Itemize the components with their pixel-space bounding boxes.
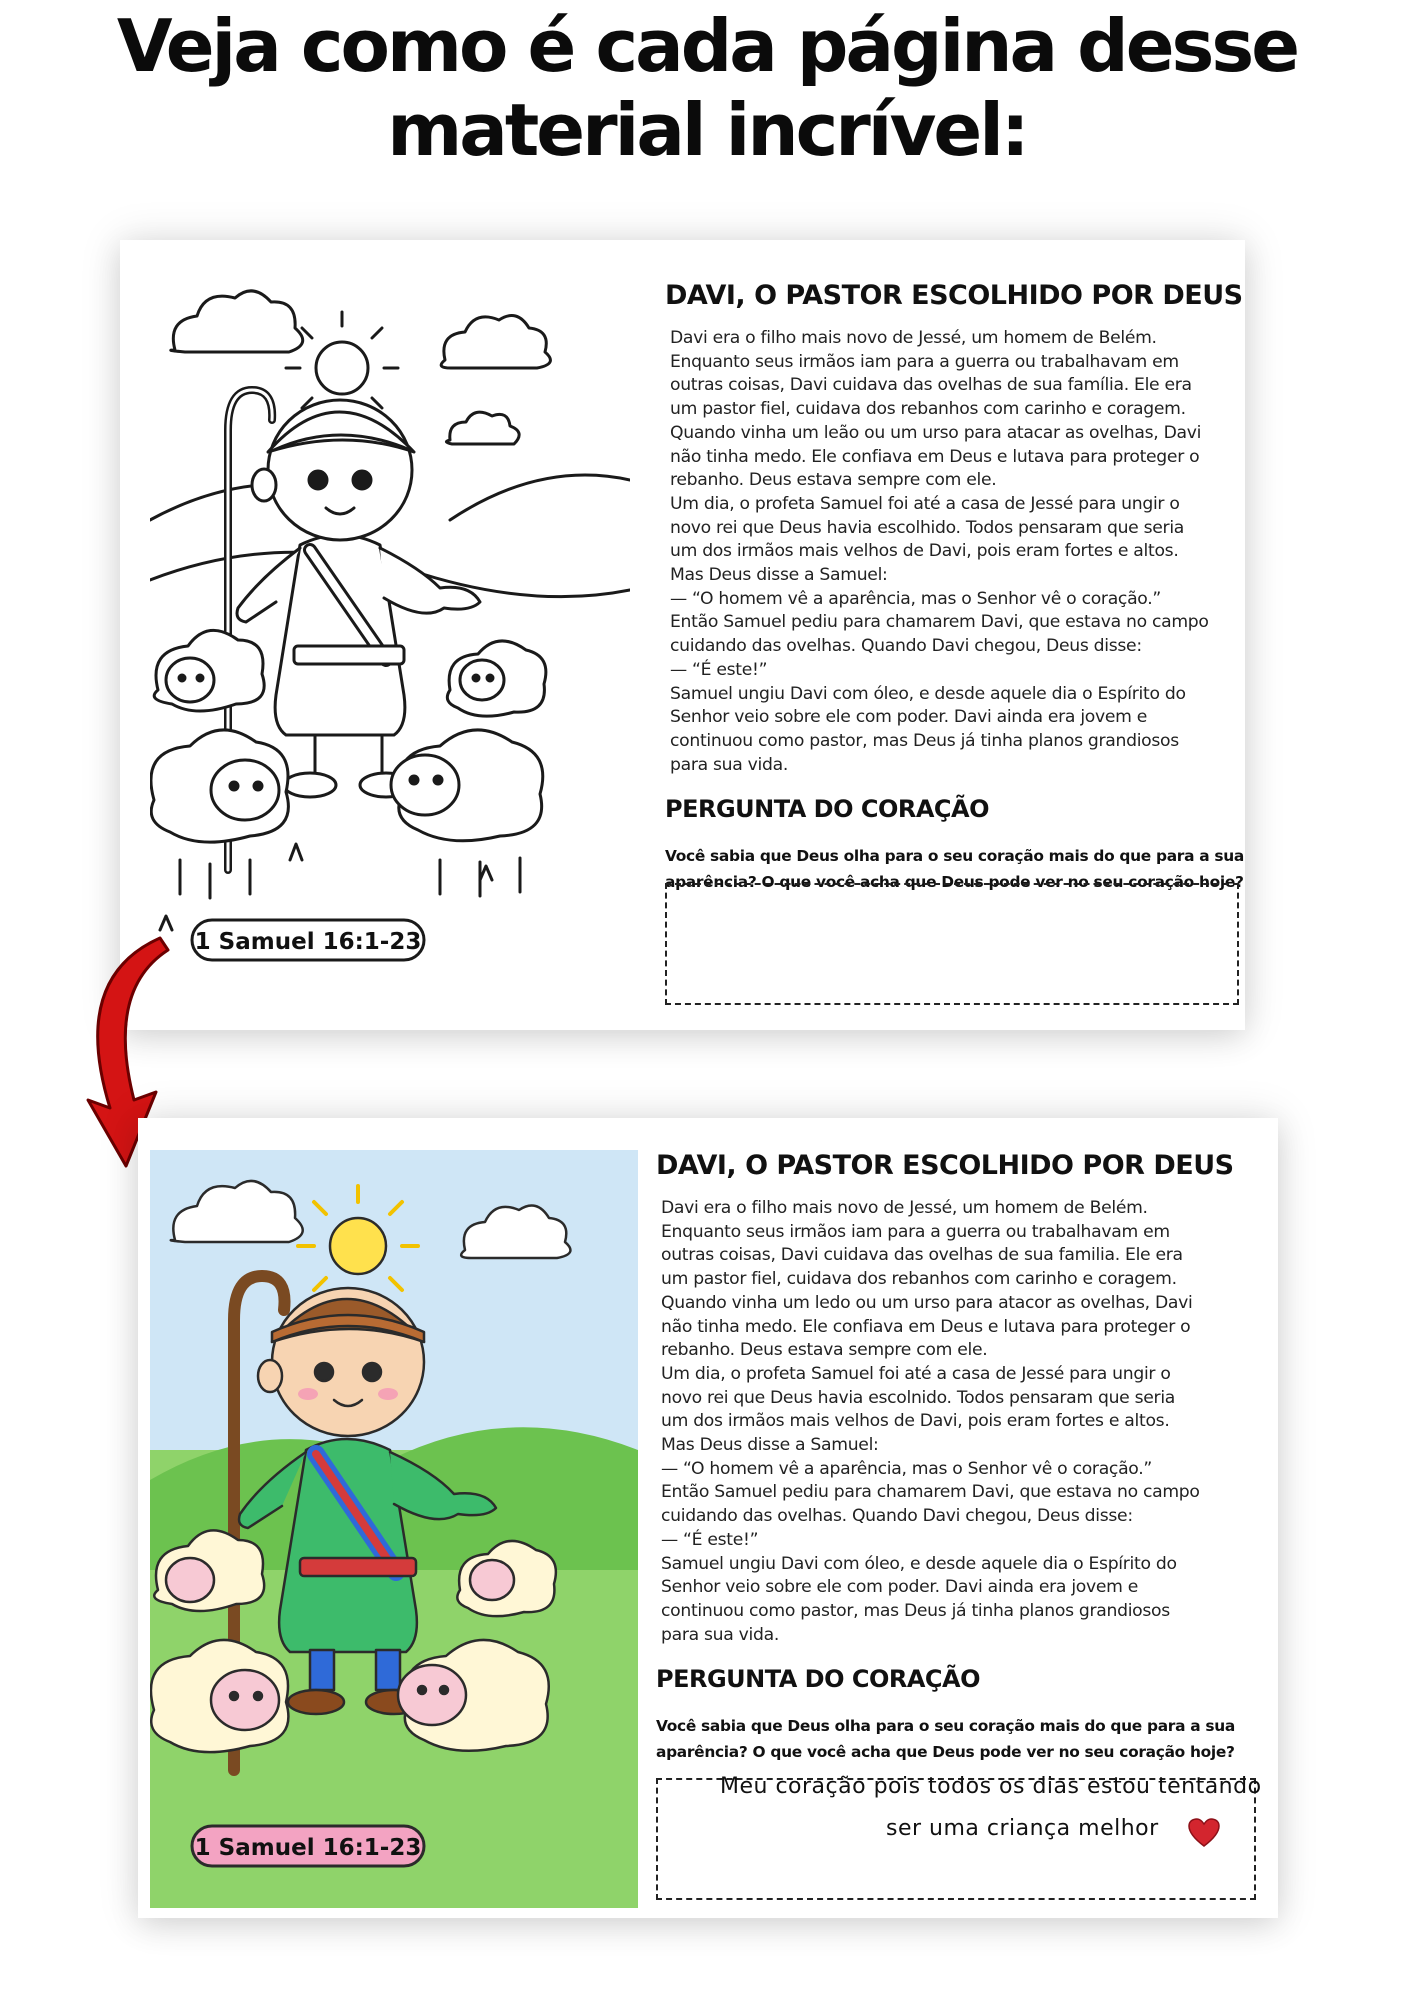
story-line: continuou como pastor, mas Deus já tinha planos grandiosos: [661, 1600, 1170, 1621]
story-line: não tinha medo. Ele confiava em Deus e lutava para proteger o: [661, 1316, 1191, 1337]
sheep-left-bottom: [151, 730, 288, 898]
story-line: — “O homem vê a aparência, mas o Senhor vê o coração.”: [661, 1458, 1152, 1479]
cloud-right: [441, 316, 550, 369]
story-line: um pastor fiel, cuidava dos rebanhos com carinho e coragem.: [670, 399, 1186, 420]
story-line: não tinha medo. Ele confiava em Deus e lutava para proteger o: [670, 446, 1200, 467]
story-line: Quando vinha um leão ou um urso para atacar as ovelhas, Davi: [670, 422, 1202, 443]
cloud-left: [171, 291, 303, 352]
question-line: Você sabia que Deus olha para o seu coração mais do que para a sua: [665, 847, 1244, 866]
story-line: Enquanto seus irmãos iam para a guerra ou trabalhavam em: [661, 1221, 1170, 1242]
story-line: Um dia, o profeta Samuel foi até a casa de Jessé para ungir o: [670, 493, 1180, 514]
story-line: outras coisas, Davi cuidava das ovelhas de sua família. Ele era: [670, 375, 1192, 396]
story-title: DAVI, O PASTOR ESCOLHIDO POR DEUS: [665, 280, 1243, 311]
story-line: Samuel ungiu Davi com óleo, e desde aquele dia o Espírito do: [670, 683, 1186, 704]
worksheet-page-colored: [138, 1118, 1278, 1918]
story-line: continuou como pastor, mas Deus já tinha planos grandiosos: [670, 730, 1179, 751]
section-title-question: PERGUNTA DO CORAÇÃO: [656, 1665, 981, 1694]
story-line: novo rei que Deus havia escolhido. Todos pensaram que seria: [670, 517, 1185, 538]
page-headline: [0, 0, 1414, 172]
story-line: Quando vinha um ledo ou um urso para atacor as ovelhas, Davi: [661, 1292, 1193, 1313]
handwritten-answer-line: Meu coração pois todos os dias estou tentando: [720, 1774, 1262, 1799]
cloud-small: [446, 412, 519, 444]
sheep-right-top: [447, 641, 546, 716]
answer-box-empty[interactable]: [665, 883, 1239, 1005]
story-line: Então Samuel pediu para chamarem Davi, que estava no campo: [670, 612, 1209, 633]
story-line: cuidando das ovelhas. Quando Davi chegou, Deus disse:: [670, 636, 1142, 657]
coloring-illustration-outline: [150, 280, 630, 1005]
story-line: outras coisas, Davi cuidava das ovelhas de sua familia. Ele era: [661, 1245, 1183, 1266]
story-line: novo rei que Deus havia escolnido. Todos pensaram que seria: [661, 1387, 1176, 1408]
story-line: Enquanto seus irmãos iam para a guerra ou trabalhavam em: [670, 351, 1179, 372]
heart-icon: [1188, 1818, 1220, 1848]
sheep-left-top: [154, 630, 264, 711]
story-line: um dos irmãos mais velhos de Davi, pois eram fortes e altos.: [661, 1411, 1170, 1432]
story-line: rebanho. Deus estava sempre com ele.: [670, 470, 997, 491]
story-line: Samuel ungiu Davi com óleo, e desde aquele dia o Espírito do: [661, 1553, 1177, 1574]
question-line: aparência? O que você acha que Deus pode ver no seu coração hoje?: [656, 1743, 1235, 1762]
question-text: [656, 1713, 1256, 1765]
story-line: para sua vida.: [661, 1624, 780, 1645]
bible-reference-colored: 1 Samuel 16:1-23: [194, 1835, 422, 1861]
headline-line-1: Veja como é cada página desse: [116, 4, 1298, 88]
story-line: para sua vida.: [670, 754, 789, 775]
text-column: [656, 1150, 1256, 1765]
headline-line-2: material incrível:: [387, 88, 1027, 172]
text-column: [665, 280, 1244, 895]
story-line: Davi era o filho mais novo de Jessé, um homem de Belém.: [661, 1198, 1148, 1218]
story-text: [670, 327, 1225, 777]
story-line: cuidando das ovelhas. Quando Davi chegou, Deus disse:: [661, 1506, 1133, 1527]
question-line: Você sabia que Deus olha para o seu coração mais do que para a sua: [656, 1717, 1235, 1736]
story-line: um dos irmãos mais velhos de Davi, pois eram fortes e altos.: [670, 541, 1179, 562]
question-line: aparência? O que você acha que Deus pode ver no seu coração hoje?: [665, 873, 1244, 892]
worksheet-page-uncolored: [120, 240, 1245, 1030]
answer-box-filled[interactable]: [656, 1774, 1262, 1900]
story-line: Um dia, o profeta Samuel foi até a casa de Jessé para ungir o: [661, 1363, 1171, 1384]
story-line: Mas Deus disse a Samuel:: [661, 1435, 879, 1456]
story-line: Senhor veio sobre ele com poder. Davi ainda era jovem e: [661, 1577, 1139, 1598]
story-line: rebanho. Deus estava sempre com ele.: [661, 1340, 988, 1361]
story-line: Mas Deus disse a Samuel:: [670, 565, 888, 586]
sheep-right-bottom: [391, 730, 543, 896]
story-line: — “É este!”: [670, 659, 768, 680]
story-line: — “O homem vê a aparência, mas o Senhor vê o coração.”: [670, 588, 1161, 609]
story-line: Senhor veio sobre ele com poder. Davi ainda era jovem e: [670, 707, 1148, 728]
bible-reference: 1 Samuel 16:1-23: [194, 929, 422, 955]
story-line: — “É este!”: [661, 1529, 759, 1550]
handwritten-answer-line: ser uma criança melhor: [886, 1816, 1159, 1841]
coloring-illustration-colored: [150, 1150, 638, 1908]
story-line: um pastor fiel, cuidava dos rebanhos com carinho e coragem.: [661, 1269, 1177, 1290]
section-title-question: PERGUNTA DO CORAÇÃO: [665, 795, 990, 824]
story-text: [661, 1197, 1256, 1647]
story-title: DAVI, O PASTOR ESCOLHIDO POR DEUS: [656, 1150, 1234, 1181]
story-line: Davi era o filho mais novo de Jessé, um homem de Belém.: [670, 328, 1157, 348]
story-line: Então Samuel pediu para chamarem Davi, que estava no campo: [661, 1482, 1200, 1503]
